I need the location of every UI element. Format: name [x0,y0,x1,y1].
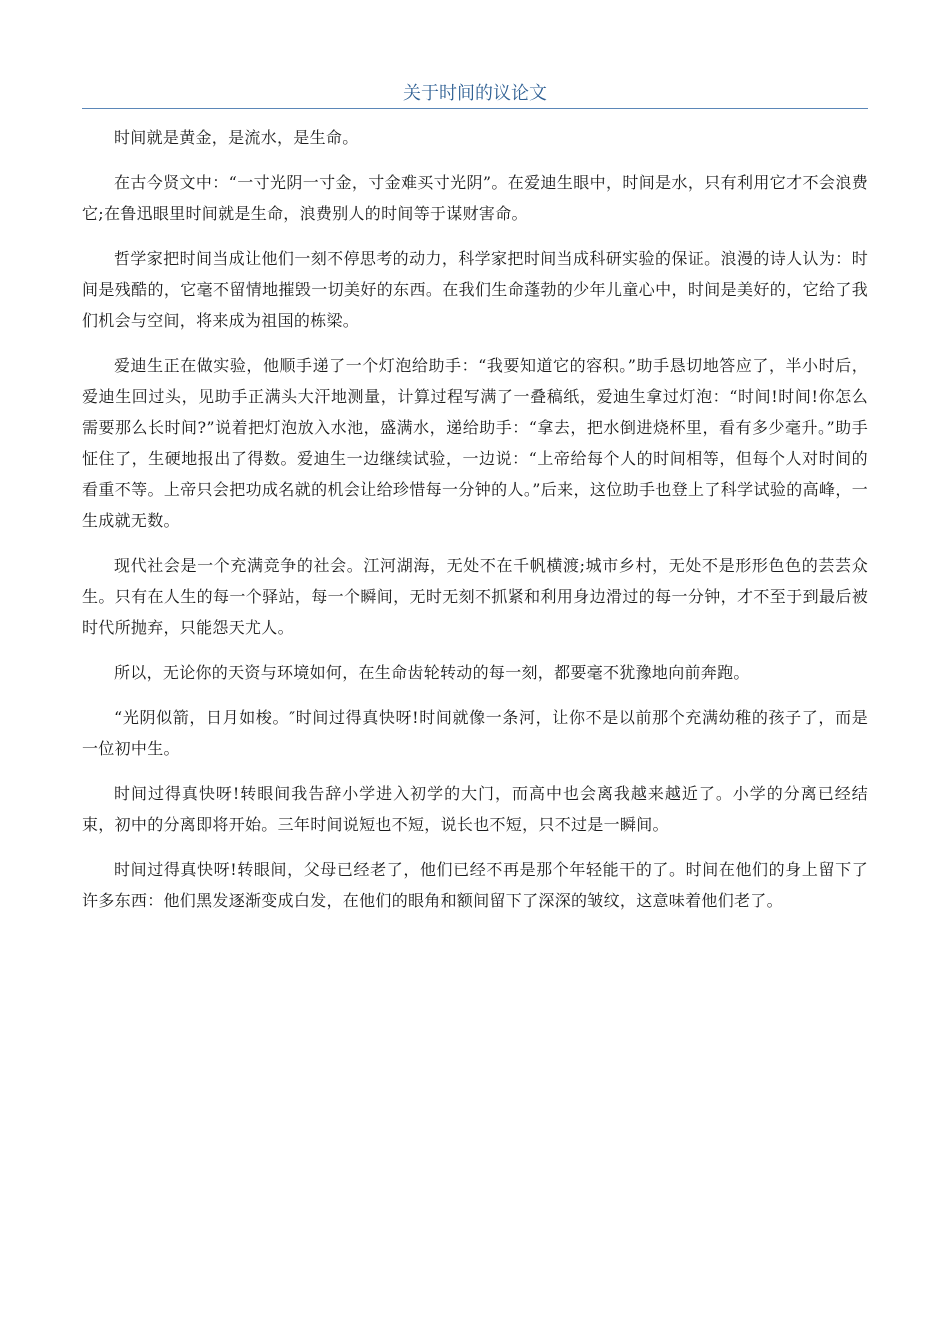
paragraph-1: 时间就是黄金，是流水，是生命。 [114,128,359,147]
paragraph-6: 所以，无论你的天资与环境如何，在生命齿轮转动的每一刻，都要毫不犹豫地向前奔跑。 [114,663,750,682]
paragraph-7: “光阴似箭，日月如梭。″时间过得真快呀!时间就像一条河，让你不是以前那个充满幼稚的孩子了，而是一位初中生。 [82,708,868,758]
paragraph-2: 在古今贤文中：“一寸光阴一寸金，寸金难买寸光阴”。在爱迪生眼中，时间是水，只有利用它才不会浪费它;在鲁迅眼里时间就是生命，浪费别人的时间等于谋财害命。 [82,173,868,223]
paragraph-3: 哲学家把时间当成让他们一刻不停思考的动力，科学家把时间当成科研实验的保证。浪漫的诗人认为：时间是残酷的，它毫不留情地摧毁一切美好的东西。在我们生命蓬勃的少年儿童心中，时间是美好的，它给了我们机会与空间，将来成为祖国的栋梁。 [82,249,868,330]
paragraph-4: 爱迪生正在做实验，他顺手递了一个灯泡给助手：“我要知道它的容积。”助手恳切地答应了，半小时后，爱迪生回过头，见助手正满头大汗地测量，计算过程写满了一叠稿纸，爱迪生拿过灯泡：“时间!时间!你怎么需要那么长时间?”说着把灯泡放入水池，盛满水，递给助手：“拿去，把水倒进烧杯里，看有多少毫升。”助手怔住了，生硬地报出了得数。爱迪生一边继续试验，一边说：“上帝给每个人的时间相等，但每个人对时间的看重不等。上帝只会把功成名就的机会让给珍惜每一分钟的人。”后来，这位助手也登上了科学试验的高峰，一生成就无数。 [82,356,868,530]
document-body [82,122,868,930]
paragraph-9: 时间过得真快呀!转眼间，父母已经老了，他们已经不再是那个年轻能干的了。时间在他们的身上留下了许多东西：他们黑发逐渐变成白发，在他们的眼角和额间留下了深深的皱纹，这意味着他们老了。 [82,860,868,910]
paragraph-8: 时间过得真快呀!转眼间我告辞小学进入初学的大门，而高中也会离我越来越近了。小学的分离已经结束，初中的分离即将开始。三年时间说短也不短，说长也不短，只不过是一瞬间。 [82,784,868,834]
paragraph-5: 现代社会是一个充满竞争的社会。江河湖海，无处不在千帆横渡;城市乡村，无处不是形形色色的芸芸众生。只有在人生的每一个驿站，每一个瞬间，无时无刻不抓紧和利用身边滑过的每一分钟，才不至于到最后被时代所抛弃，只能怨天尤人。 [82,556,868,637]
page-header-title: 关于时间的议论文 [403,83,547,104]
header-divider [82,108,868,109]
